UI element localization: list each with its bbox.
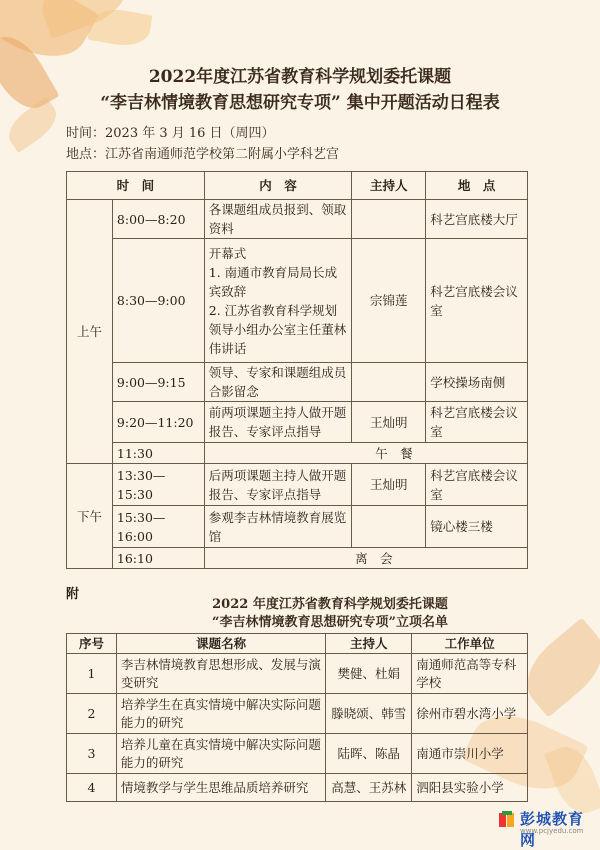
header-place: 地 点 xyxy=(426,172,528,200)
schedule-row xyxy=(67,200,528,239)
opening-title: 开幕式 xyxy=(208,245,247,261)
row-content-opening xyxy=(204,239,352,363)
opening-item-1: 1. 南通市教育局局长成宾致辞 xyxy=(208,264,338,299)
project-list-table xyxy=(66,633,528,802)
project-unit: 南通师范高等专科学校 xyxy=(412,654,528,694)
event-location: 地点：江苏省南通师范学校第二附属小学科艺宫 xyxy=(66,147,340,162)
document-title-line2: “李吉林情境教育思想研究专项” 集中开题活动日程表 xyxy=(100,93,500,113)
row-content: 后两项课题主持人做开题报告、专家评点指导 xyxy=(204,464,352,506)
header-time: 时 间 xyxy=(67,172,205,200)
annex-label: 附 xyxy=(66,587,80,602)
schedule-row xyxy=(67,464,528,506)
project-name: 培养儿童在真实情境中解决实际问题能力的研究 xyxy=(116,734,325,774)
row-place: 学校操场南侧 xyxy=(426,363,528,402)
schedule-table xyxy=(66,171,528,569)
book-logo-icon xyxy=(498,810,516,830)
annex-subtitle-line1: 2022 年度江苏省教育科学规划委托课题 xyxy=(212,597,448,612)
row-time: 9:00—9:15 xyxy=(112,363,204,402)
project-unit: 徐州市碧水湾小学 xyxy=(412,694,528,734)
project-no: 3 xyxy=(67,734,117,774)
row-time: 8:30—9:00 xyxy=(112,239,204,363)
morning-label: 上午 xyxy=(67,200,113,464)
row-time: 16:10 xyxy=(112,548,204,569)
header-host: 主持人 xyxy=(352,172,426,200)
project-header-row xyxy=(67,634,528,654)
row-host: 王灿明 xyxy=(352,464,426,506)
row-host xyxy=(352,200,426,239)
project-name: 培养学生在真实情境中解决实际问题能力的研究 xyxy=(116,694,325,734)
opening-item-2: 2. 江苏省教育科学规划领导小组办公室主任董林伟讲话 xyxy=(208,302,347,356)
row-host xyxy=(352,506,426,548)
row-place: 镜心楼三楼 xyxy=(426,506,528,548)
row-time: 13:30—15:30 xyxy=(112,464,204,506)
header-content: 内 容 xyxy=(204,172,352,200)
schedule-row xyxy=(67,506,528,548)
row-time: 9:20—11:20 xyxy=(112,402,204,443)
schedule-row xyxy=(67,363,528,402)
site-watermark xyxy=(498,808,598,849)
row-host: 王灿明 xyxy=(352,402,426,443)
watermark-name: 彭城教育网 xyxy=(520,810,585,849)
row-time: 11:30 xyxy=(112,443,204,464)
header-name: 课题名称 xyxy=(116,634,325,654)
watermark-url: www.pcjyedu.com xyxy=(520,827,584,835)
schedule-row xyxy=(67,402,528,443)
annex-subtitle-line2: “李吉林情境教育思想研究专项”立项名单 xyxy=(212,615,448,630)
table-row xyxy=(67,734,528,774)
project-no: 4 xyxy=(67,774,117,802)
row-content: 领导、专家和课题组成员合影留念 xyxy=(204,363,352,402)
header-unit: 工作单位 xyxy=(412,634,528,654)
schedule-header-row xyxy=(67,172,528,200)
row-place: 科艺宫底楼会议室 xyxy=(426,402,528,443)
event-time: 时间：2023 年 3 月 16 日（周四） xyxy=(66,126,275,141)
afternoon-label: 下午 xyxy=(67,464,113,569)
table-row xyxy=(67,694,528,734)
project-unit: 南通市崇川小学 xyxy=(412,734,528,774)
row-host: 宗锦莲 xyxy=(352,239,426,363)
project-host: 樊健、杜娟 xyxy=(326,654,412,694)
row-place: 科艺宫底楼会议室 xyxy=(426,239,528,363)
row-content: 参观李吉林情境教育展览馆 xyxy=(204,506,352,548)
schedule-row xyxy=(67,239,528,363)
project-host: 滕晓颂、韩雪 xyxy=(326,694,412,734)
project-no: 1 xyxy=(67,654,117,694)
departure-label: 离 会 xyxy=(204,548,527,569)
header-no: 序号 xyxy=(67,634,117,654)
row-content: 前两项课题主持人做开题报告、专家评点指导 xyxy=(204,402,352,443)
table-row xyxy=(67,774,528,802)
document-title-line1: 2022年度江苏省教育科学规划委托课题 xyxy=(148,67,452,87)
row-time: 15:30—16:00 xyxy=(112,506,204,548)
table-row xyxy=(67,654,528,694)
schedule-row-departure xyxy=(67,548,528,569)
row-time: 8:00—8:20 xyxy=(112,200,204,239)
project-unit: 泗阳县实验小学 xyxy=(412,774,528,802)
row-place: 科艺宫底楼大厅 xyxy=(426,200,528,239)
header-host: 主持人 xyxy=(326,634,412,654)
project-name: 情境教学与学生思维品质培养研究 xyxy=(116,774,325,802)
schedule-row-lunch xyxy=(67,443,528,464)
row-place: 科艺宫底楼会议室 xyxy=(426,464,528,506)
project-host: 高慧、王苏林 xyxy=(326,774,412,802)
project-name: 李吉林情境教育思想形成、发展与演变研究 xyxy=(116,654,325,694)
row-host xyxy=(352,363,426,402)
lunch-label: 午 餐 xyxy=(204,443,527,464)
project-host: 陆晖、陈晶 xyxy=(326,734,412,774)
row-content: 各课题组成员报到、领取资料 xyxy=(204,200,352,239)
project-no: 2 xyxy=(67,694,117,734)
